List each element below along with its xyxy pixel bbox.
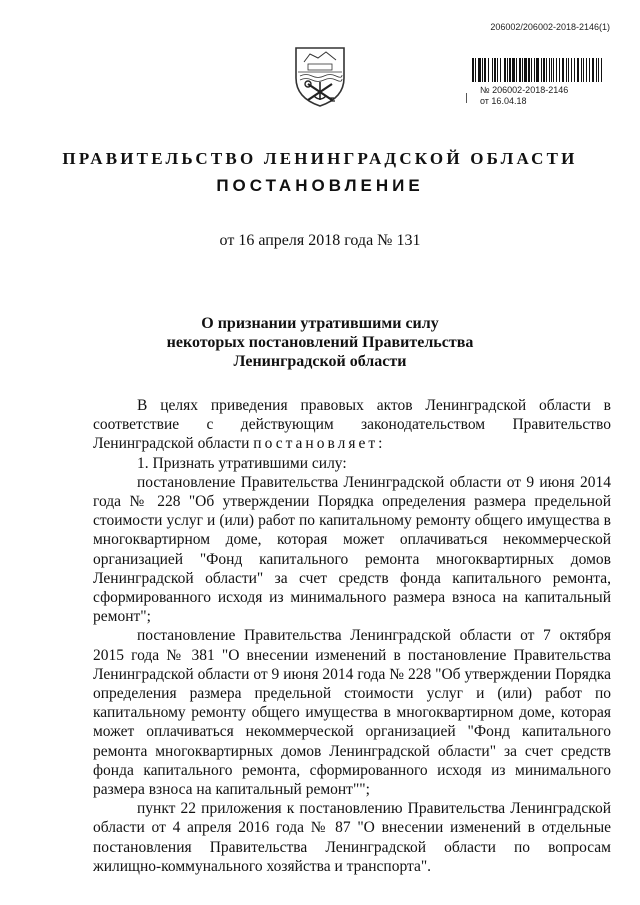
intro-paragraph — [93, 396, 611, 454]
document-subject — [0, 314, 640, 371]
subject-line: Ленинградской области — [233, 353, 407, 370]
registration-mark — [466, 93, 467, 103]
body-paragraph: пункт 22 приложения к постановлению Правительства Ленинградской области от 4 апреля 2016 года № 87 "О внесении изменений в отдельные постановления Правительства Ленинградской области по вопросам жилищно-коммунального хозяйства и транспорта". — [93, 800, 611, 875]
document-date: от 16 апреля 2018 года № 131 — [219, 232, 421, 249]
decree-word: постановляет: — [253, 435, 386, 453]
body-paragraph: постановление Правительства Ленинградской области от 9 июня 2014 года № 228 "Об утверждении Порядка определения размера предельной стоимости услуг и (или) работ по капитальному ремонту общего имущества в многоквартирном доме, которая может оплачиваться некоммерческой организацией "Фонд капитального ремонта многоквартирных домов Ленинградской области" за счет средств фонда капитального ремонта, сформированного исходя из минимального размера взноса на капитальный ремонт"; — [93, 473, 611, 626]
government-title: ПРАВИТЕЛЬСТВО ЛЕНИНГРАДСКОЙ ОБЛАСТИ — [62, 149, 578, 168]
body-paragraph: постановление Правительства Ленинградской области от 7 октября 2015 года № 381 "О внесении изменений в постановление Правительства Ленинградской области от 9 июня 2014 года № 228 "Об утверждении Порядка определения размера предельной стоимости услуг и (или) работ по капитальному ремонту общего имущества в многоквартирном доме, которая может оплачиваться некоммерческой организацией "Фонд капитального ремонта многоквартирных домов Ленинградской области" за счет средств фонда капитального ремонта, сформированного исходя из минимального размера взноса на капитальный ремонт""; — [93, 627, 611, 799]
subject-line: некоторых постановлений Правительства — [166, 334, 474, 351]
item-paragraph: 1. Признать утратившими силу: — [137, 454, 347, 472]
document-id: 206002/206002-2018-2146(1) — [490, 22, 610, 32]
coat-of-arms-icon — [292, 42, 348, 108]
subject-line: О признании утратившими силу — [201, 315, 439, 332]
intro-text: В целях приведения правовых актов Ленинградской области в соответствие с действующим законодательством Правительство Ленинградской области — [93, 397, 611, 453]
document-type: ПОСТАНОВЛЕНИЕ — [216, 176, 424, 195]
document-body — [93, 396, 611, 876]
barcode-icon — [472, 58, 606, 82]
registration-number: № 206002-2018-2146 — [480, 85, 569, 95]
registration-date: от 16.04.18 — [480, 96, 527, 106]
registration-stamp — [472, 58, 606, 107]
